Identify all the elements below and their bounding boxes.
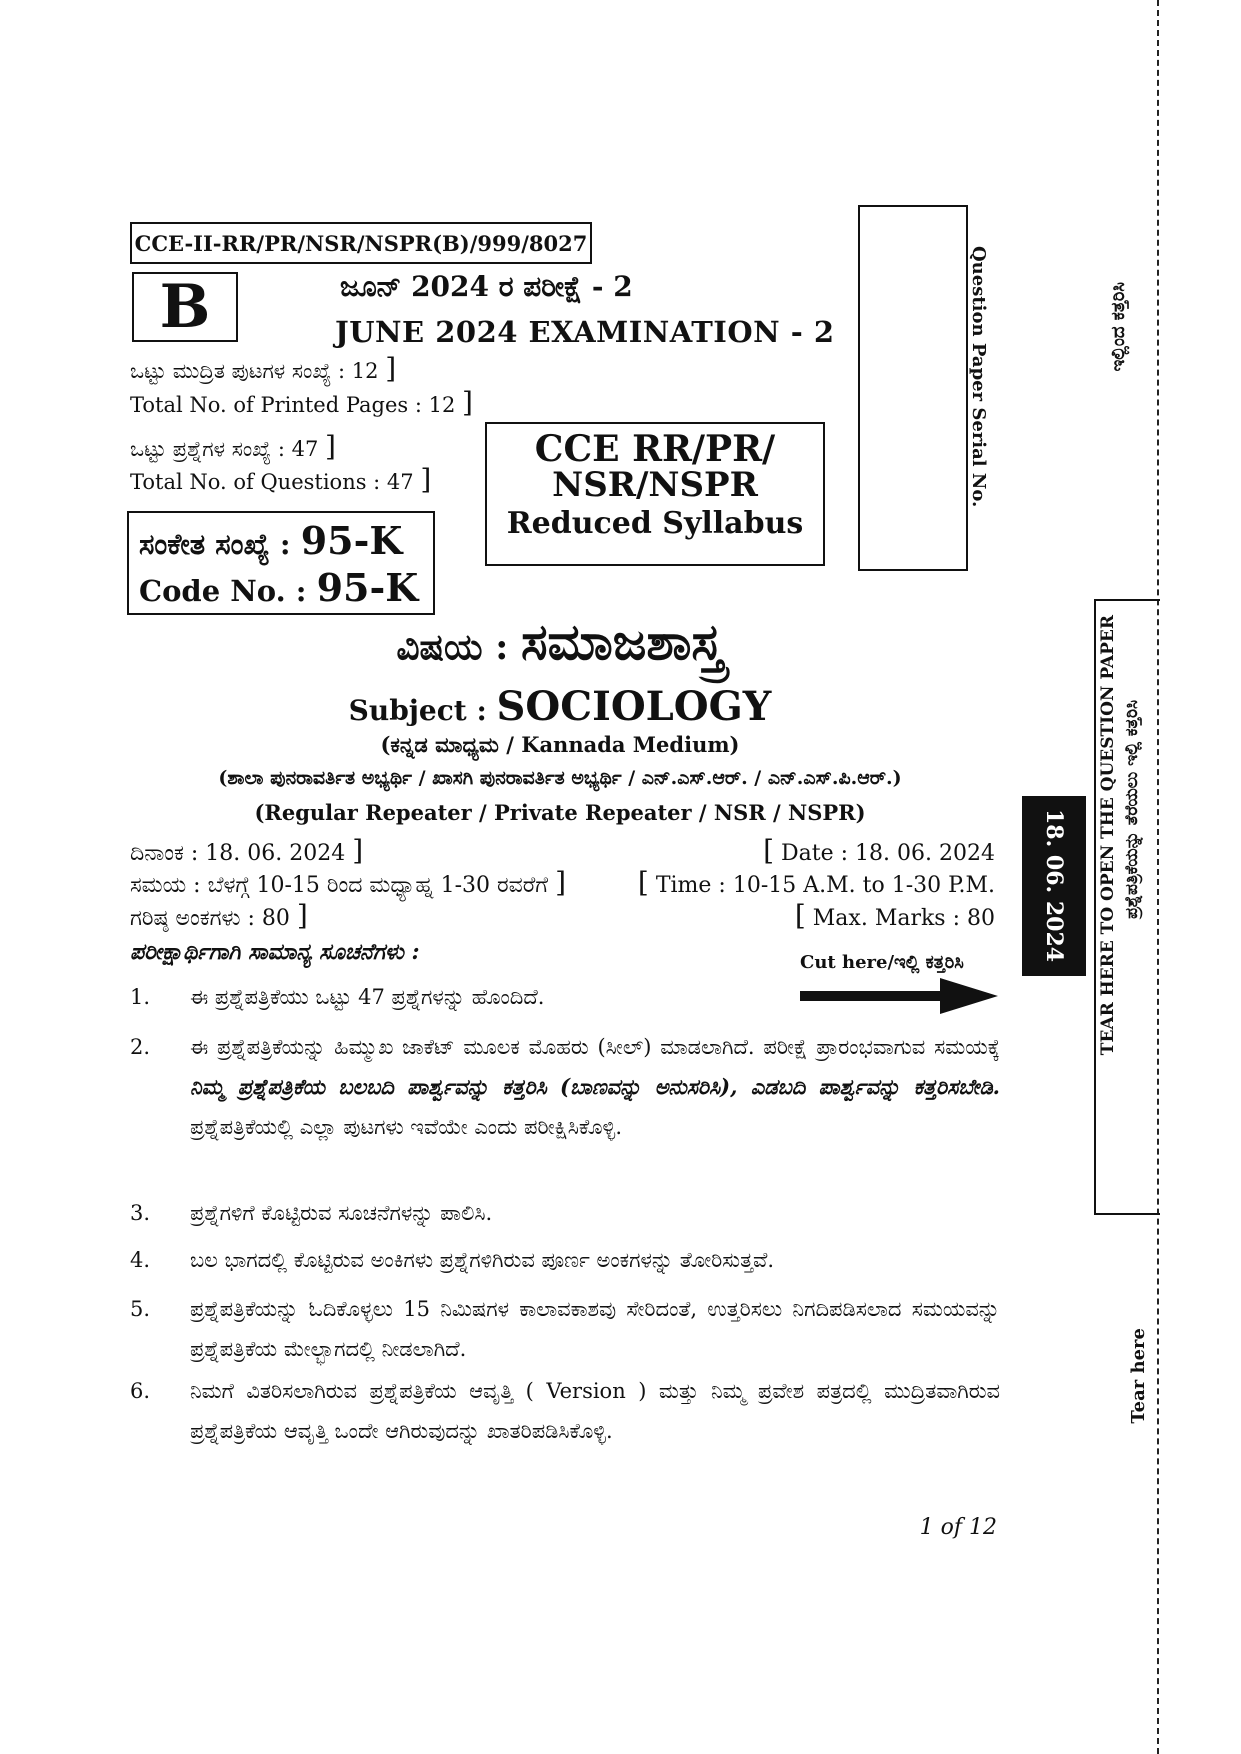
subject-english: Subject : SOCIOLOGY: [348, 683, 772, 730]
scheme-line-1: CCE RR/PR/: [534, 428, 776, 470]
instruction-item: 1. ಈ ಪ್ರಶ್ನೆಪತ್ರಿಕೆಯು ಒಟ್ಟು 47 ಪ್ರಶ್ನೆಗಳನ್ನು ಹೊಂದಿದೆ.: [130, 985, 545, 1009]
repeater-kannada: (ಶಾಲಾ ಪುನರಾವರ್ತಿತ ಅಭ್ಯರ್ಥಿ / ಖಾಸಗಿ ಪುನರಾವರ್ತಿತ ಅಭ್ಯರ್ಥಿ / ಎನ್.ಎಸ್.ಆರ್. / ಎನ್.ಎಸ್.ಪಿ.ಆರ್.): [218, 767, 902, 789]
repeater-english: (Regular Repeater / Private Repeater / NSR / NSPR): [254, 800, 866, 825]
pages-count-english: Total No. of Printed Pages : 12 ]: [130, 386, 473, 419]
tear-instruction-english: TEAR HERE TO OPEN THE QUESTION PAPER: [1098, 615, 1118, 1056]
code-value-kannada: 95-K: [300, 518, 403, 563]
tear-here-label: Tear here: [1128, 1328, 1149, 1424]
code-row-kannada: ಸಂಕೇತ ಸಂಖ್ಯೆ : 95-K: [139, 518, 403, 563]
marks-english: [ Max. Marks : 80: [794, 899, 995, 932]
serial-number-box[interactable]: [858, 205, 968, 571]
code-value-english: 95-K: [316, 565, 419, 610]
pages-count-kannada: ಒಟ್ಟು ಮುದ್ರಿತ ಪುಟಗಳ ಸಂಖ್ಯೆ : 12 ]: [130, 352, 397, 385]
instruction-item: 2. ಈ ಪ್ರಶ್ನೆಪತ್ರಿಕೆಯನ್ನು ಹಿಮ್ಮುಖ ಜಾಕೆಟ್ ಮೂಲಕ ಮೊಹರು (ಸೀಲ್) ಮಾಡಲಾಗಿದೆ. ಪರೀಕ್ಷೆ ಪ್ರಾರಂಭವಾಗುವ ಸಮಯಕ್ಕೆ ನಿಮ್ಮ ಪ್ರಶ್ನೆಪತ್ರಿಕೆಯ ಬಲಬದಿ ಪಾರ್ಶ್ವವನ್ನು ಕತ್ತರಿಸಿ (ಬಾಣವನ್ನು ಅನುಸರಿಸಿ), ಎಡಬದಿ ಪಾರ್ಶ್ವವನ್ನು ಕತ್ತರಿಸಬೇಡಿ. ಪ್ರಶ್ನೆಪತ್ರಿಕೆಯಲ್ಲಿ ಎಲ್ಲಾ ಪುಟಗಳು ಇವೆಯೇ ಎಂದು ಪರೀಕ್ಷಿಸಿಕೊಳ್ಳಿ.: [130, 1035, 1000, 1139]
page-number: 1 of 12: [919, 1515, 997, 1540]
instruction-item: 6. ನಿಮಗೆ ವಿತರಿಸಲಾಗಿರುವ ಪ್ರಶ್ನೆಪತ್ರಿಕೆಯ ಆವೃತ್ತಿ ( Version ) ಮತ್ತು ನಿಮ್ಮ ಪ್ರವೇಶ ಪತ್ರದಲ್ಲಿ ಮುದ್ರಿತವಾಗಿರುವ ಪ್ರಶ್ನೆಪತ್ರಿಕೆಯ ಆವೃತ್ತಿ ಒಂದೇ ಆಗಿರುವುದನ್ನು ಖಾತರಿಪಡಿಸಿಕೊಳ್ಳಿ.: [130, 1379, 1000, 1443]
paper-code-box: [130, 222, 592, 264]
code-row-english: Code No. : 95-K: [139, 565, 419, 610]
code-number-box: [127, 511, 435, 615]
questions-count-kannada: ಒಟ್ಟು ಪ್ರಶ್ನೆಗಳ ಸಂಖ್ಯೆ : 47 ]: [130, 430, 336, 463]
time-english: [ Time : 10-15 A.M. to 1-30 P.M.: [637, 866, 995, 899]
paper-code: CCE-II-RR/PR/NSR/NSPR(B)/999/8027: [134, 230, 588, 256]
date-strip-text: 18. 06. 2024: [1041, 809, 1067, 963]
cut-here-label: Cut here/ಇಲ್ಲಿ ಕತ್ತರಿಸಿ: [800, 952, 964, 973]
medium-line: (ಕನ್ನಡ ಮಾಧ್ಯಮ / Kannada Medium): [380, 732, 740, 757]
cut-from-here-kannada: ಇಲ್ಲಿಂದ ಕತ್ತರಿಸಿ: [1108, 282, 1129, 372]
date-kannada: ದಿನಾಂಕ : 18. 06. 2024 ]: [130, 834, 364, 867]
scheme-line-3: Reduced Syllabus: [506, 506, 804, 541]
scheme-line-2: NSR/NSPR: [552, 465, 758, 505]
instructions-heading: ಪರೀಕ್ಷಾರ್ಥಿಗಾಗಿ ಸಾಮಾನ್ಯ ಸೂಚನೆಗಳು :: [130, 939, 420, 965]
scheme-box: [485, 422, 825, 566]
exam-title-kannada: ಜೂನ್ 2024 ರ ಪರೀಕ್ಷೆ - 2: [340, 270, 633, 303]
instruction-item: 5. ಪ್ರಶ್ನೆಪತ್ರಿಕೆಯನ್ನು ಓದಿಕೊಳ್ಳಲು 15 ನಿಮಿಷಗಳ ಕಾಲಾವಕಾಶವು ಸೇರಿದಂತೆ, ಉತ್ತರಿಸಲು ನಿಗದಿಪಡಿಸಲಾದ ಸಮಯವನ್ನು ಪ್ರಶ್ನೆಪತ್ರಿಕೆಯ ಮೇಲ್ಭಾಗದಲ್ಲಿ ನೀಡಲಾಗಿದೆ.: [130, 1297, 1000, 1361]
tear-instruction-kannada: ಪ್ರಶ್ನೆಪತ್ರಿಕೆಯನ್ನು ತೆರೆಯಲು ಇಲ್ಲಿ ಕತ್ತರಿಸಿ: [1122, 700, 1142, 919]
marks-kannada: ಗರಿಷ್ಠ ಅಂಕಗಳು : 80 ]: [130, 899, 308, 932]
subject-kannada: ವಿಷಯ : ಸಮಾಜಶಾಸ್ತ್ರ: [396, 612, 724, 671]
instruction-emphasis: ನಿಮ್ಮ ಪ್ರಶ್ನೆಪತ್ರಿಕೆಯ ಬಲಬದಿ ಪಾರ್ಶ್ವವನ್ನು ಕತ್ತರಿಸಿ (ಬಾಣವನ್ನು ಅನುಸರಿಸಿ), ಎಡಬದಿ ಪಾರ್ಶ್ವವನ್ನು ಕತ್ತರಿಸಬೇಡಿ.: [190, 1074, 1000, 1099]
date-strip: [1022, 796, 1086, 976]
questions-count-english: Total No. of Questions : 47 ]: [130, 463, 432, 496]
subject-name-english: SOCIOLOGY: [496, 683, 772, 730]
exam-title-english: JUNE 2024 EXAMINATION - 2: [335, 315, 835, 349]
serial-number-label: Question Paper Serial No.: [968, 246, 989, 508]
subject-name-kannada: ಸಮಾಜಶಾಸ್ತ್ರ: [520, 612, 724, 671]
date-english: [ Date : 18. 06. 2024: [763, 834, 995, 867]
instruction-item: 4. ಬಲ ಭಾಗದಲ್ಲಿ ಕೊಟ್ಟಿರುವ ಅಂಕಿಗಳು ಪ್ರಶ್ನೆಗಳಿಗಿರುವ ಪೂರ್ಣ ಅಂಕಗಳನ್ನು ತೋರಿಸುತ್ತವೆ.: [130, 1248, 775, 1272]
instruction-item: 3. ಪ್ರಶ್ನೆಗಳಿಗೆ ಕೊಟ್ಟಿರುವ ಸೂಚನೆಗಳನ್ನು ಪಾಲಿಸಿ.: [130, 1201, 493, 1225]
version-letter: B: [159, 272, 211, 342]
time-kannada: ಸಮಯ : ಬೆಳಗ್ಗೆ 10-15 ರಿಂದ ಮಧ್ಯಾಹ್ನ 1-30 ರವರೆಗೆ ]: [130, 866, 566, 899]
version-letter-box: [132, 272, 238, 342]
